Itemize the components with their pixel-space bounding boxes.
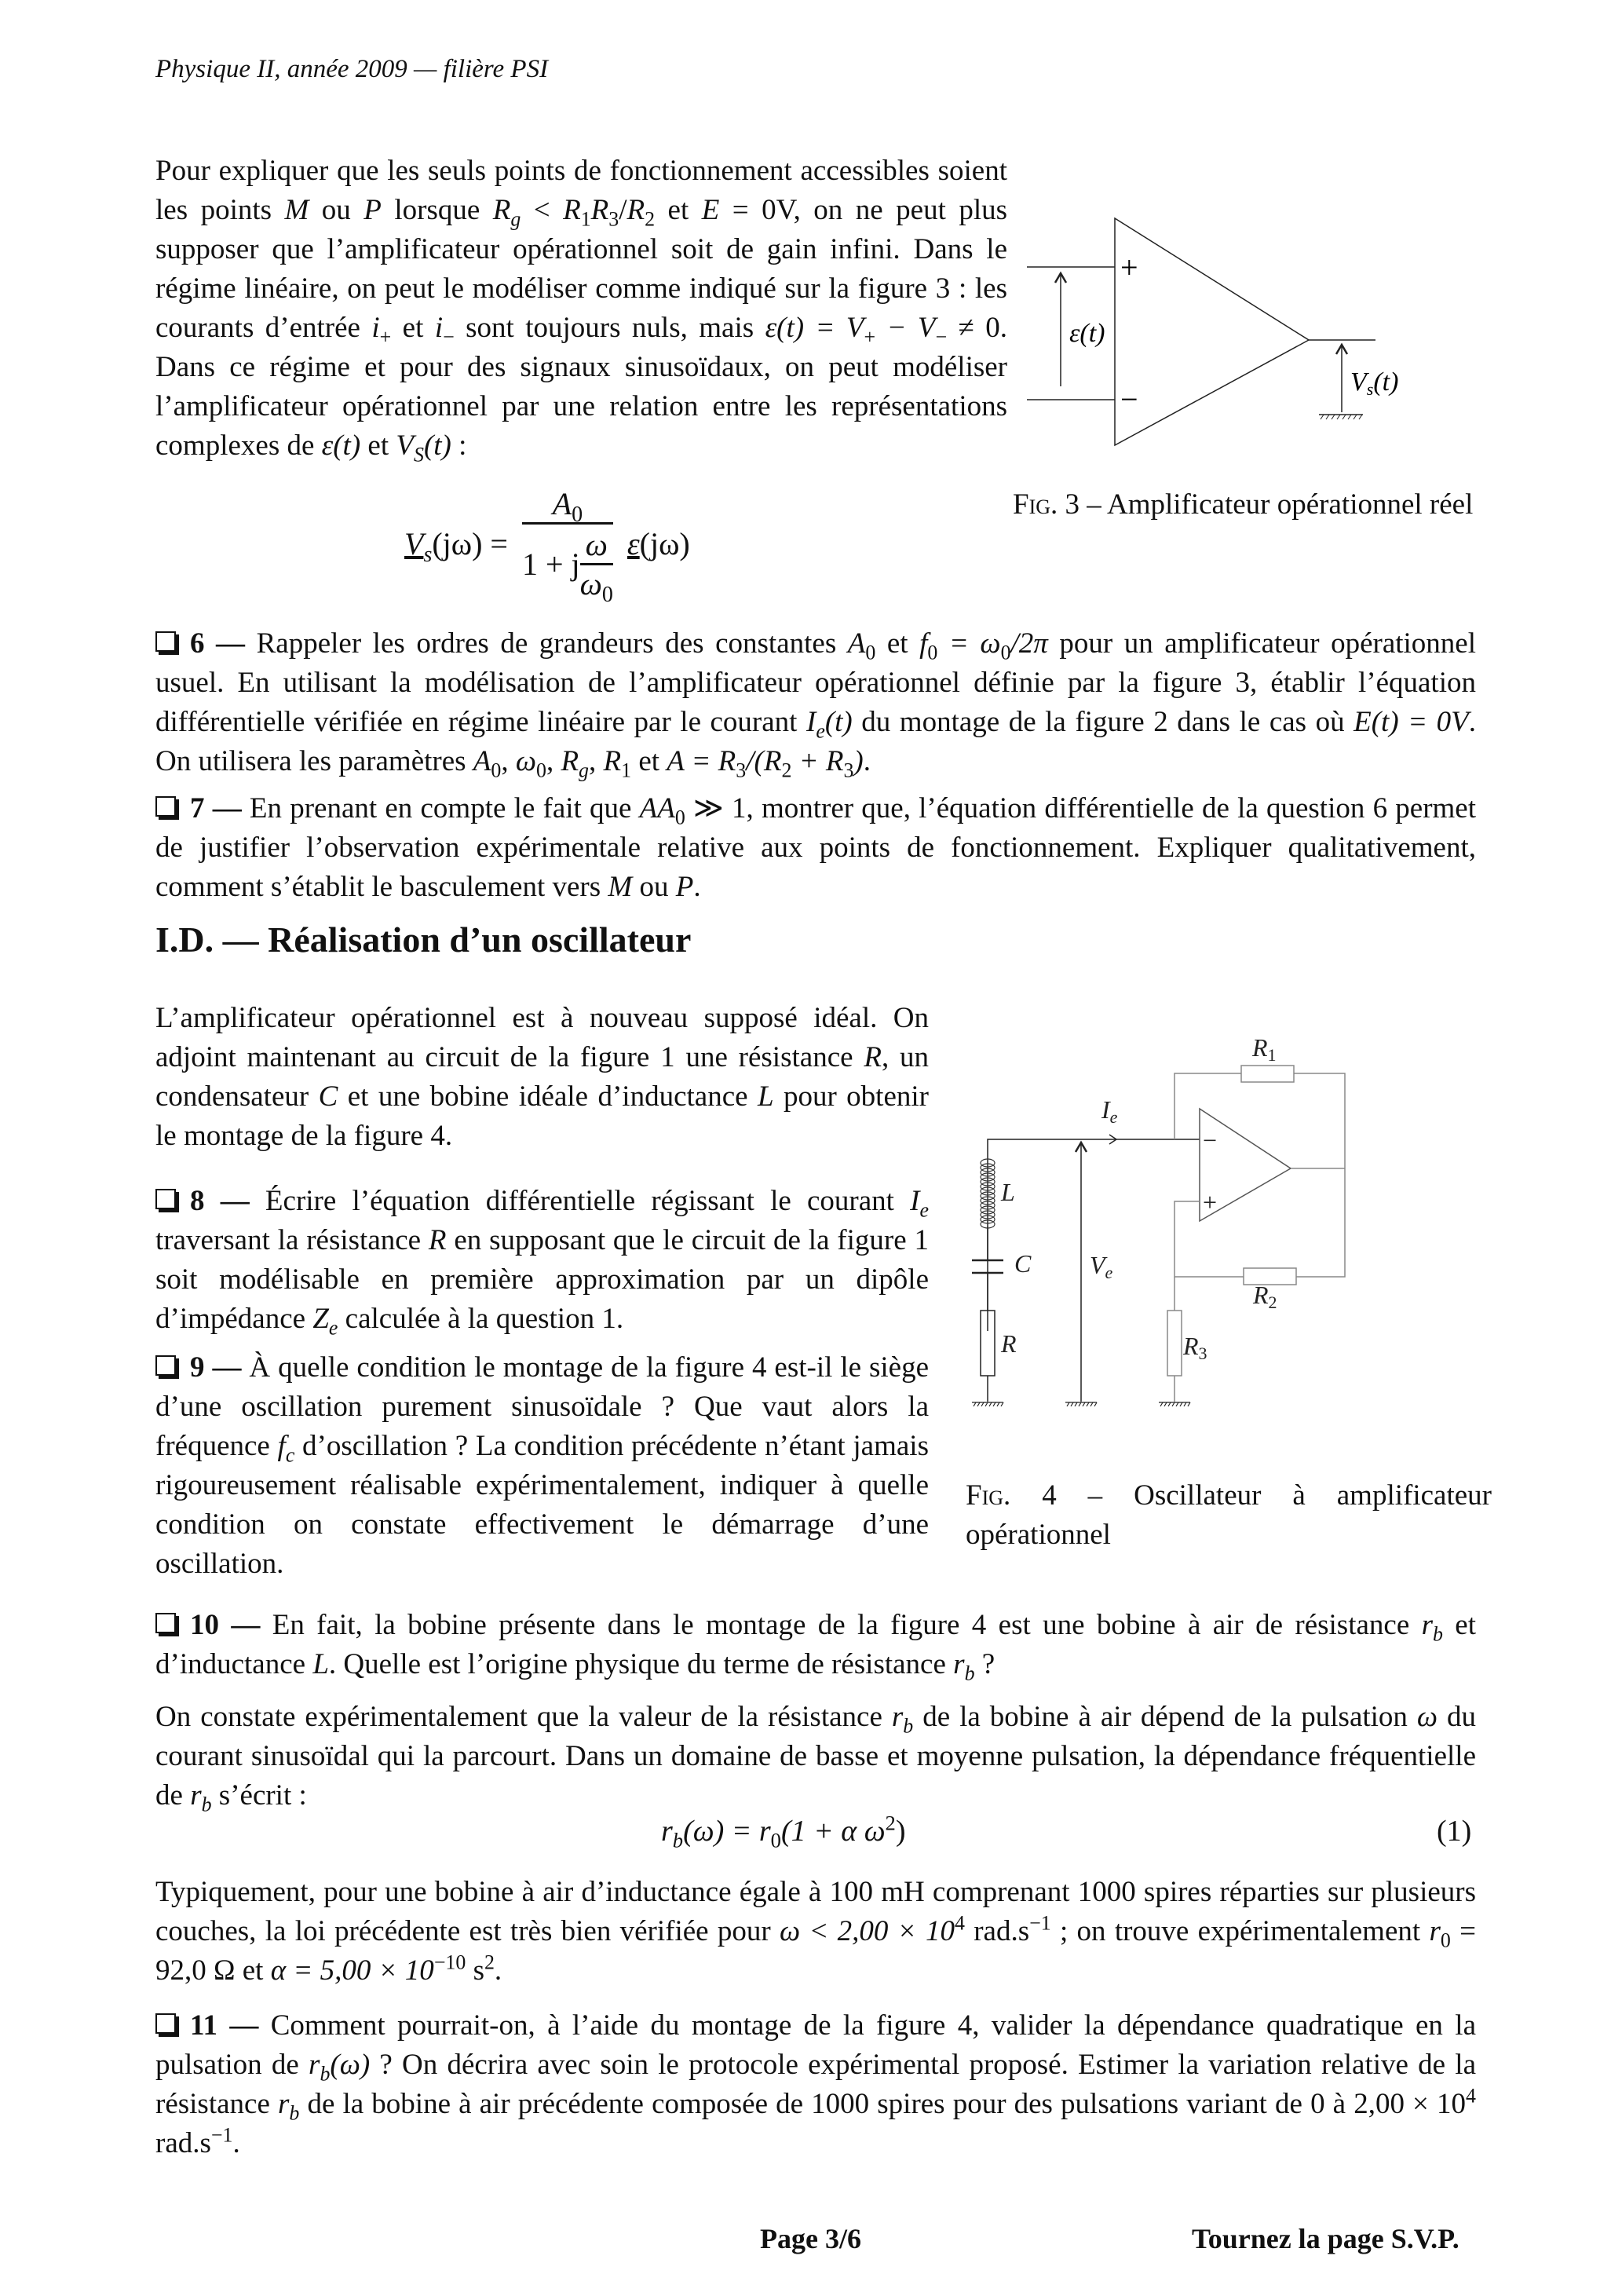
intro-text: , on ne peut plus supposer que l’amplificateur opérationnel soit de gain infini. Dans le régime linéaire, on peut le modéliser comme indiqué sur la figure 3 : les courants d’entrée (155, 194, 1007, 344)
minus-sign: − (1120, 382, 1138, 417)
eq-fraction: $A_0$ 1 + j $\frac{\omega}{\omega_0}$ (521, 486, 613, 607)
label-R2: R2 (1253, 1281, 1277, 1312)
opamp-triangle (1115, 218, 1309, 445)
question-number: 11 — (190, 2009, 259, 2042)
label-C: C (1014, 1249, 1032, 1278)
eq-arg: (jω) = (432, 526, 508, 561)
intro-text: et (391, 312, 435, 344)
figure-3-caption: Fig. 3 – Amplificateur opérationnel réel (1013, 488, 1474, 521)
eq-rhs: ε (627, 526, 640, 561)
intro-text: et (360, 430, 396, 462)
question-number: 7 — (190, 792, 242, 824)
question-6: 6 — Rappeler les ordres de grandeurs des constantes $A_0$ et $f_0 = \omega_0/2\pi$ pour un amplificateur opérationnel usuel. En utilisant la modélisation de l’amplificateur opérationnel définie par la figure 3, établir l’équation différentielle vérifiée en régime linéaire par le courant $I_e(t)$ du montage de la figure 2 dans le cas où E(t) = 0V. On utilisera les paramètres $A_0$, $\omega_0$, $R_g$, $R_1$ et $A = R_3/(R_2 + R_3)$. (155, 627, 1477, 782)
question-number: 6 — (190, 627, 246, 660)
ground-symbols (972, 1402, 1190, 1406)
opamp-minus: − (1203, 1126, 1218, 1154)
math-rg-condition: $R_g < R_1R_3/R_2$ (492, 194, 656, 231)
question-8: 8 — Écrire l’équation différentielle régissant le courant $I_e$ traversant la résistance R en supposant que le circuit de la figure 1 soit modélisable en première approximation par un dipôle d’impédance $Z_e$ calculée à la question 1. (155, 1185, 929, 1340)
section-heading: I.D. — Réalisation d’un oscillateur (155, 919, 692, 960)
intro-text: lorsque (381, 194, 493, 226)
label-Ve: Ve (1090, 1251, 1113, 1282)
label-R1: R1 (1252, 1033, 1277, 1065)
turn-page-note: Tournez la page S.V.P. (1192, 2223, 1459, 2254)
math-M: M (284, 194, 309, 226)
equation-number: (1) (1437, 1815, 1472, 1848)
opamp-plus: + (1203, 1188, 1218, 1216)
checkbox-icon (155, 1189, 176, 1209)
equation-transfer: $V_s(j\omega)$ = $A_0$ 1 + j $\frac{\omega}{\omega_0}$ ε(jω) (404, 486, 690, 607)
checkbox-icon (155, 1355, 176, 1376)
question-11: 11 — Comment pourrait-on, à l’aide du montage de la figure 4, valider la dépendance quadratique en la pulsation de $r_b(\omega)$ ? On décrira avec soin le protocole expérimental proposé. Estimer la variation relative de la résistance $r_b$ de la bobine à air précédente composée de 1000 spires pour des pulsations variant de 0 à $2,00 \times 10^4$ $rad.s^{-1}$. (155, 2009, 1476, 2159)
math-P: P (363, 194, 382, 226)
intro-text: sont toujours nuls, mais (454, 312, 765, 344)
math-Vs: $V_S(t)$ (396, 430, 451, 466)
question-10: 10 — En fait, la bobine présente dans le montage de la figure 4 est une bobine à air de résistance $r_b$ et d’inductance L. Quelle est l’origine physique du terme de résistance $r_b$ ? (155, 1609, 1477, 1685)
plus-sign: + (1120, 250, 1138, 285)
checkbox-icon (155, 796, 176, 817)
label-R: R (1001, 1329, 1017, 1358)
checkbox-icon (155, 1613, 176, 1633)
question-number: 9 — (190, 1351, 242, 1384)
question-number: 8 — (190, 1185, 250, 1217)
question-7: 7 — En prenant en compte le fait que $AA_0$ ≫ 1, montrer que, l’équation différentielle de la question 6 permet de justifier l’observation expérimentale relative aux points de fonctionnement. Expliquer qualitativement, comment s’établit le basculement vers M ou P. (155, 792, 1477, 903)
ground-hatch (1321, 415, 1362, 419)
label-R3: R3 (1183, 1332, 1207, 1363)
running-header: Physique II, année 2009 — filière PSI (155, 55, 549, 83)
intro-paragraph (155, 152, 1007, 466)
input-wire (988, 1139, 1200, 1331)
resistor-R3 (1167, 1311, 1182, 1376)
rb-paragraph: On constate expérimentalement que la valeur de la résistance $r_b$ de la bobine à air dépend de la pulsation ω du courant sinusoïdal qui la parcourt. Dans un domaine de basse et moyenne pulsation, la dépendance fréquentielle de $r_b$ s’écrit : (155, 1701, 1477, 1816)
typical-paragraph: Typiquement, pour une bobine à air d’inductance égale à 100 mH comprenant 1000 spires réparties sur plusieurs couches, la loi précédente est très bien vérifiée pour $\omega < 2,00 \times 10^4$ $rad.s^{-1}$ ; on trouve expérimentalement $r_0 = 92,0$ Ω et $\alpha = 5,00 \times 10^{-10}$ $s^2$. (155, 1876, 1476, 1987)
intro-text: : (451, 430, 467, 462)
math-epsilon-def: $\varepsilon(t) = V_+ - V_- \ne 0$ (765, 312, 1000, 349)
r1-right-wire (1294, 1073, 1345, 1277)
intro-text: Pour expliquer que les seuls points de fonctionnement accessibles soient les points (155, 155, 1007, 226)
math-E-zero: E = 0V (701, 194, 794, 226)
checkbox-icon (155, 631, 176, 652)
figure-4-oscillator-diagram (958, 1021, 1507, 1461)
intro-text: ou (309, 194, 364, 226)
figure-4-caption: Fig. 4 – Oscillateur à amplificateur opérationnel (966, 1479, 1492, 1551)
math-epsilon: ε(t) (321, 430, 361, 462)
checkbox-icon (155, 2013, 176, 2034)
page-number: Page 3/6 (760, 2223, 861, 2254)
epsilon-label: ε(t) (1069, 319, 1105, 348)
section-intro-paragraph: L’amplificateur opérationnel est à nouveau supposé idéal. On adjoint maintenant au circuit de la figure 1 une résistance R, un condensateur C et une bobine idéale d’inductance L pour obtenir le montage de la figure 4. (155, 1002, 930, 1152)
resistor-R2 (1244, 1268, 1296, 1285)
math-iplus: $i_+$ (371, 312, 392, 349)
label-Ie: Ie (1101, 1095, 1118, 1127)
intro-text: . Dans ce régime et pour des signaux sinusoïdaux, on peut modéliser l’amplificateur opérationnel par une relation entre les représentations complexes de (155, 312, 1007, 462)
label-L: L (1001, 1178, 1015, 1206)
equation-rb: $r_b(\omega) = r_0(1 + \alpha$ $\omega^2$) (661, 1811, 906, 1852)
vs-label: Vs(t) (1350, 367, 1399, 399)
resistor-R1 (1241, 1066, 1294, 1082)
figure-3-opamp-diagram (1021, 196, 1507, 479)
question-number: 10 — (190, 1609, 261, 1641)
intro-text: et (655, 194, 702, 226)
math-iminus: $i_-$ (434, 312, 455, 349)
question-9: 9 — À quelle condition le montage de la figure 4 est-il le siège d’une oscillation purement sinusoïdale ? Que vaut alors la fréquence $f_c$ d’oscillation ? La condition précédente n’étant jamais rigoureusement réalisable expérimentalement, indiquer à quelle condition on constate effectivement le démarrage d’une oscillation. (155, 1351, 930, 1580)
eq-lhs: $V_s$ (404, 526, 433, 567)
